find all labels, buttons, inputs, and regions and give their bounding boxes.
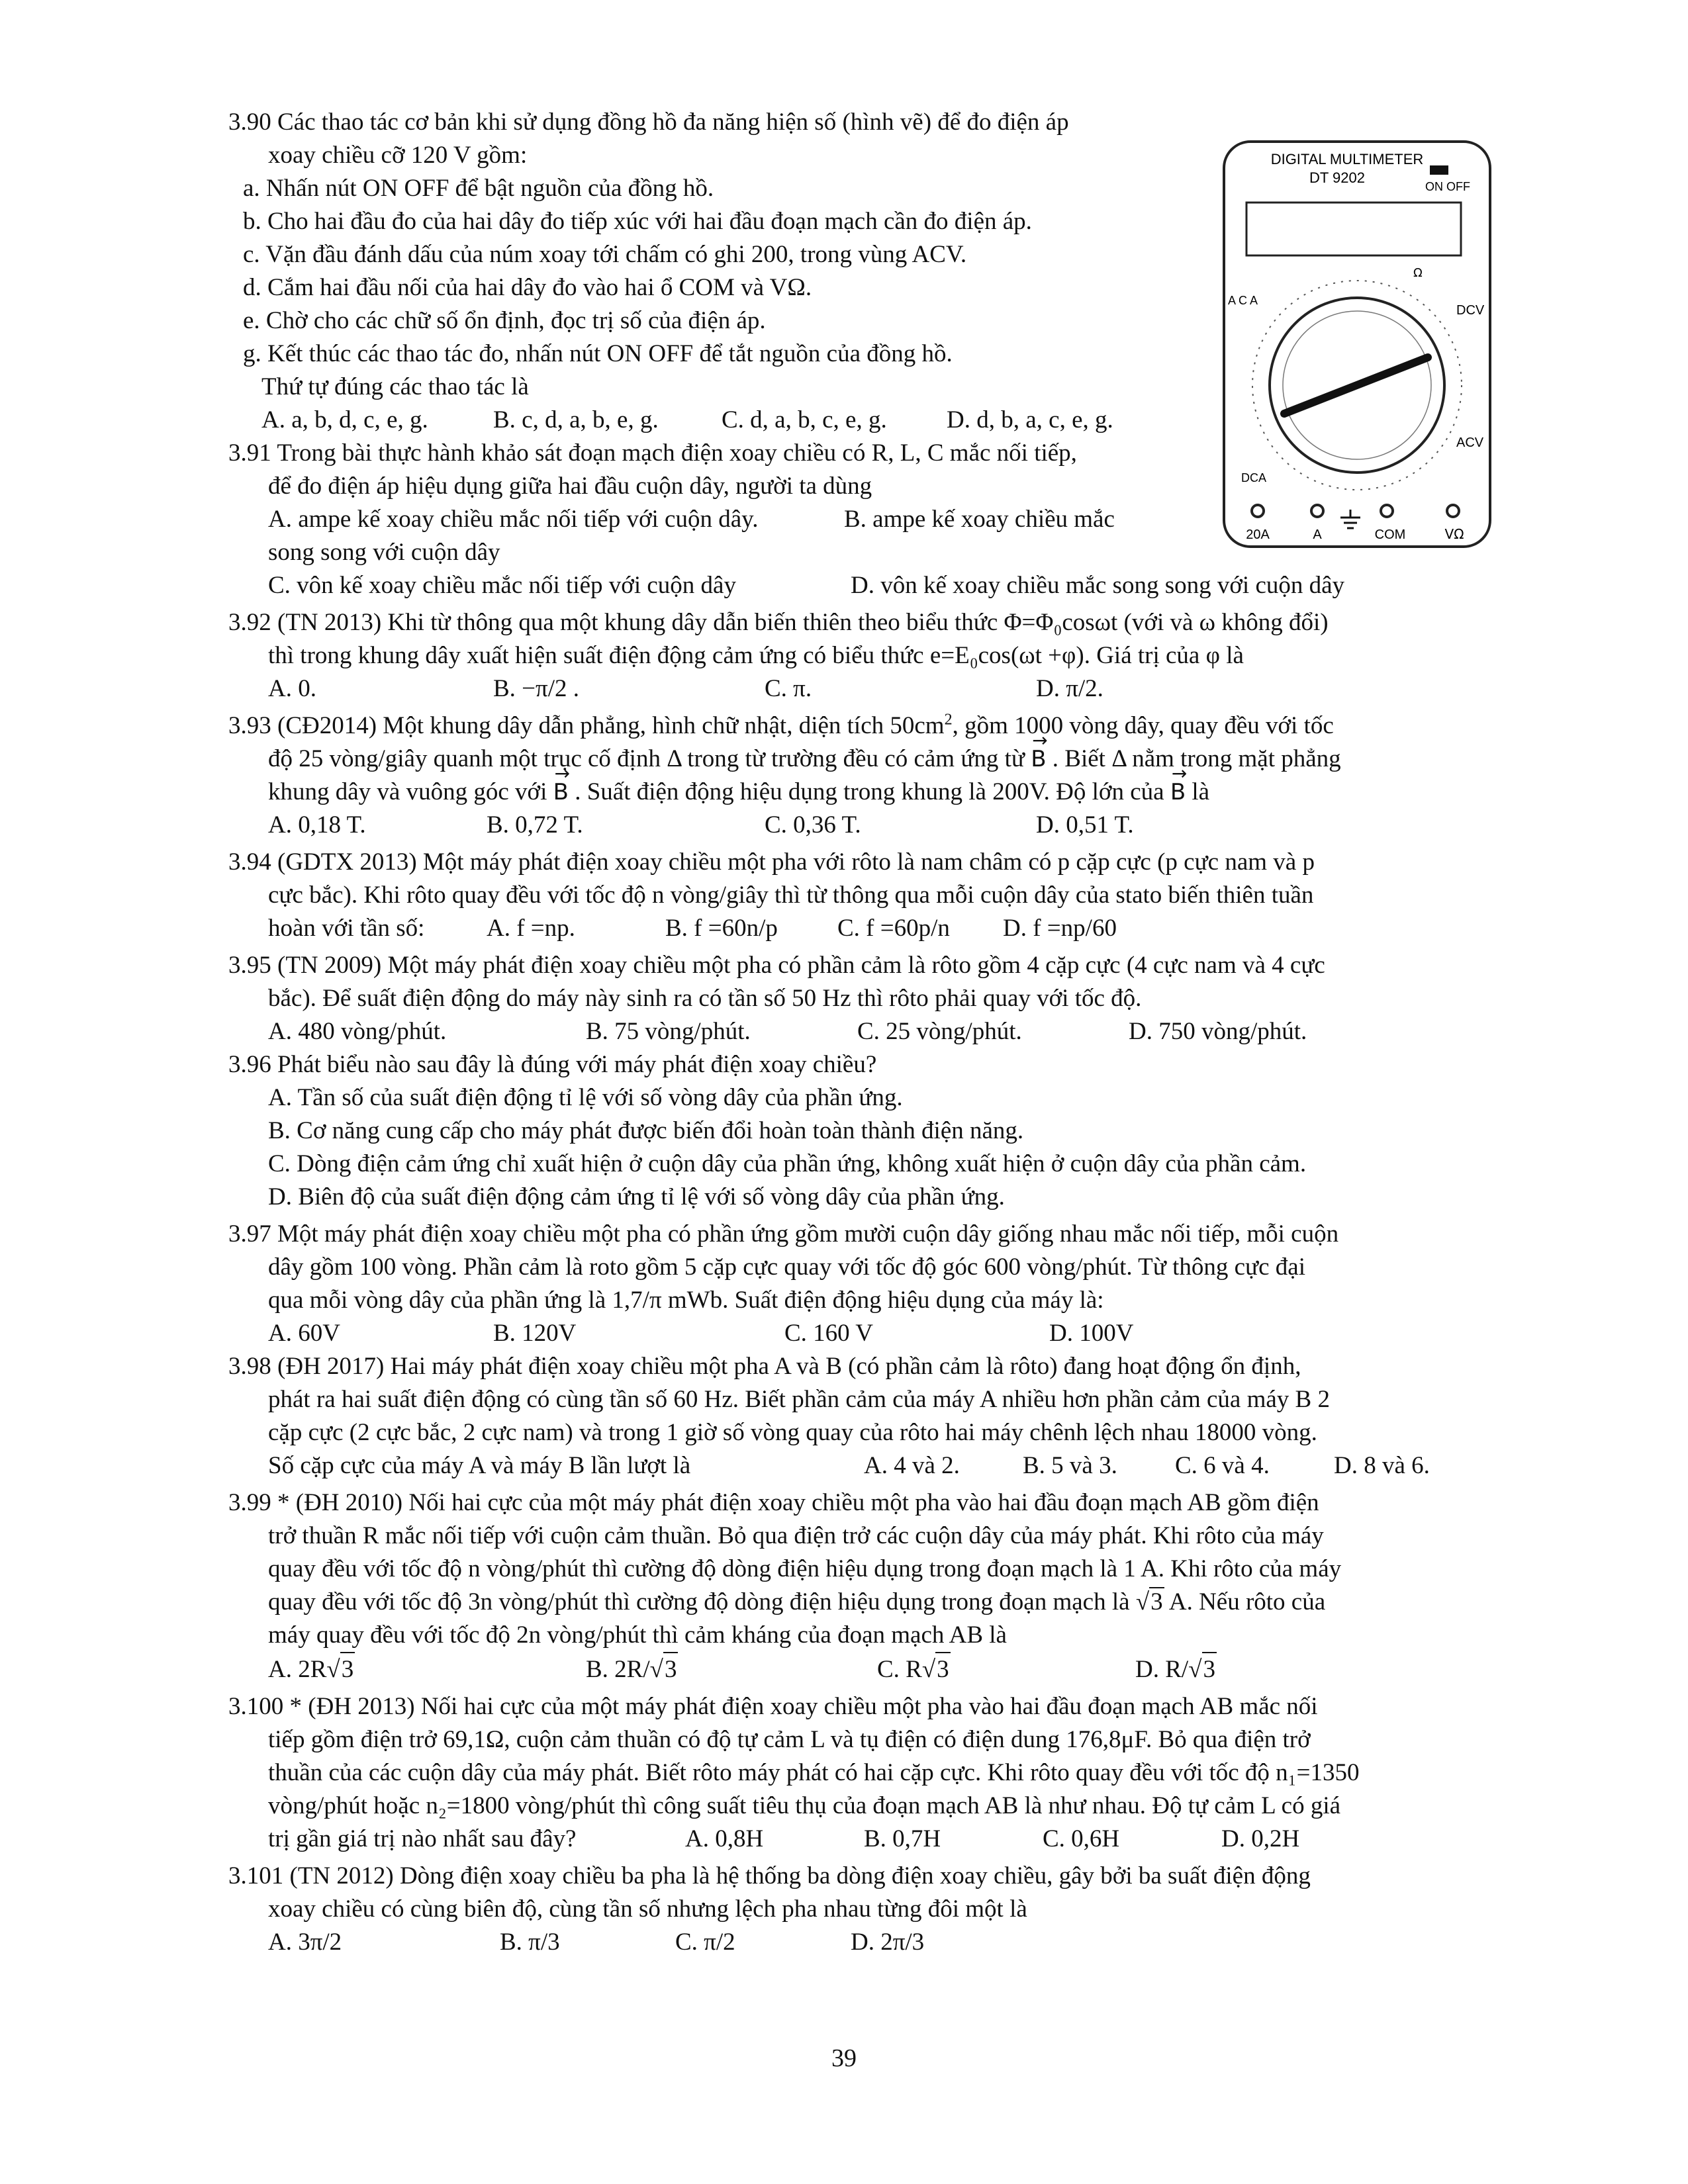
q398-option-d: D. 8 và 6.	[1334, 1452, 1430, 1479]
q3101-stem-line1: 3.101 (TN 2012) Dòng điện xoay chiều ba pha là hệ thống ba dòng điện xoay chiều, gây bởi ba suất điện động	[228, 1862, 1311, 1889]
q3100-option-a: A. 0,8H	[685, 1825, 764, 1852]
question-3-95	[228, 949, 1486, 1048]
jack-vohm-label: VΩ	[1444, 526, 1464, 542]
q3100-stem-line1: 3.100 * (ĐH 2013) Nối hai cực của một máy phát điện xoay chiều một pha vào hai đầu đoạn mạch AB mắc nối	[228, 1693, 1318, 1720]
q3101-options	[228, 1926, 1486, 1959]
q398-stem-line3: cặp cực (2 cực bắc, 2 cực nam) và trong 1 giờ số vòng quay của rôto hai máy chênh lệch nhau 18000 vòng.	[268, 1419, 1317, 1446]
q399-stem-line3: quay đều với tốc độ n vòng/phút thì cường độ dòng điện hiệu dụng trong đoạn mạch là 1 A. Khi rôto của máy	[268, 1555, 1342, 1582]
q3100-line5-options	[228, 1823, 1486, 1856]
q398-option-b: B. 5 và 3.	[1023, 1452, 1117, 1479]
sqrt-sign: √	[921, 1656, 936, 1683]
q396-option-b: B. Cơ năng cung cấp cho máy phát được biến đổi hoàn toàn thành điện năng.	[268, 1117, 1024, 1144]
q399-option-c	[877, 1652, 1135, 1686]
meter-display	[1246, 203, 1461, 255]
question-3-99	[228, 1486, 1486, 1686]
q390-option-d: D. d, b, a, c, e, g.	[947, 406, 1113, 433]
q3101-option-c: C. π/2	[675, 1929, 735, 1956]
question-3-98	[228, 1350, 1486, 1482]
q390-option-b: B. c, d, a, b, e, g.	[493, 406, 659, 433]
q394-stem-line2: cực bắc). Khi rôto quay đều với tốc độ n vòng/giây thì từ thông qua mỗi cuộn dây của stato biến thiên tuần	[268, 882, 1314, 909]
q396-option-d: D. Biên độ của suất điện động cảm ứng tỉ lệ với số vòng dây của phần ứng.	[268, 1183, 1005, 1210]
q3101-option-d: D. 2π/3	[851, 1929, 925, 1956]
q396-stem: 3.96 Phát biểu nào sau đây là đúng với máy phát điện xoay chiều?	[228, 1051, 877, 1078]
q395-option-a: A. 480 vòng/phút.	[268, 1018, 447, 1045]
q397-option-d: D. 100V	[1049, 1320, 1134, 1347]
q390-step-b: b. Cho hai đầu đo của hai dây đo tiếp xúc với hai đầu đoạn mạch cần đo điện áp.	[243, 208, 1032, 235]
q396-option-c: C. Dòng điện cảm ứng chỉ xuất hiện ở cuộn dây của phần ứng, không xuất hiện ở cuộn dây của phần cảm.	[268, 1150, 1307, 1177]
q397-stem-line3: qua mỗi vòng dây của phần ứng là 1,7/π mWb. Suất điện động hiệu dụng của máy là:	[268, 1287, 1104, 1314]
q396-option-a: A. Tần số của suất điện động tỉ lệ với số vòng dây của phần ứng.	[268, 1084, 903, 1111]
q392-stem-line1: 3.92 (TN 2013) Khi từ thông qua một khung dây dẫn biến thiên theo biểu thức Φ=Φ₀cosωt (với và ω không đổi)	[228, 609, 1329, 636]
q394-option-d: D. f =np/60	[1003, 915, 1117, 942]
q390-step-c: c. Vặn đầu đánh dấu của núm xoay tới chấm có ghi 200, trong vùng ACV.	[243, 241, 967, 268]
q390-step-e: e. Chờ cho các chữ số ổn định, đọc trị số của điện áp.	[243, 307, 766, 334]
q395-option-d: D. 750 vòng/phút.	[1129, 1018, 1307, 1045]
q3100-stem-line2: tiếp gồm điện trở 69,1Ω, cuộn cảm thuần có độ tự cảm L và tụ điện có điện dung 176,8μF. Bỏ qua điện trở	[268, 1726, 1311, 1753]
q390-step-g: g. Kết thúc các thao tác đo, nhấn nút ON OFF để tắt nguồn của đồng hồ.	[243, 340, 953, 367]
vector-b-symbol: → B	[1031, 743, 1046, 776]
q391-option-c: C. vôn kế xoay chiều mắc nối tiếp với cuộn dây	[268, 572, 736, 599]
q394-line3-options	[228, 912, 1486, 945]
jack-a-label: A	[1313, 527, 1322, 542]
q392-options	[228, 672, 1486, 705]
sqrt-arg: 3	[935, 1652, 951, 1686]
power-label: ON OFF	[1425, 180, 1470, 193]
q392-stem-line2: thì trong khung dây xuất hiện suất điện động cảm ứng có biểu thức e=E₀cos(ωt +φ). Giá trị của φ là	[268, 642, 1244, 669]
power-switch-icon[interactable]	[1430, 165, 1448, 175]
question-3-97	[228, 1218, 1486, 1350]
jack-20a-icon[interactable]	[1252, 505, 1264, 517]
q394-stem-line1: 3.94 (GDTX 2013) Một máy phát điện xoay chiều một pha với rôto là nam châm có p cặp cực (p cực nam và p	[228, 848, 1315, 876]
sqrt-arg: 3	[1150, 1588, 1163, 1615]
q392-option-d: D. π/2.	[1036, 675, 1103, 702]
q394-option-c: C. f =60p/n	[837, 915, 950, 942]
q393-s2b: . Biết Δ nằm trong mặt phẳng	[1052, 745, 1341, 772]
q393-stem-line3	[228, 776, 1486, 809]
q393-s3a: khung dây và vuông góc với	[268, 778, 547, 805]
question-3-92	[228, 606, 1486, 705]
q395-stem-line2: bắc). Để suất điện động do máy này sinh ra có tần số 50 Hz thì rôto phải quay với tốc độ.	[268, 985, 1142, 1012]
q393-option-a: A. 0,18 T.	[268, 811, 366, 839]
q399-option-d	[1135, 1652, 1217, 1686]
q392-option-b: B. −π/2 .	[493, 675, 580, 702]
q393-option-b: B. 0,72 T.	[487, 811, 583, 839]
vector-b-symbol: → B	[553, 776, 569, 809]
dcv-label: DCV	[1456, 303, 1485, 318]
q393-option-d: D. 0,51 T.	[1036, 811, 1134, 839]
q394-stem-line3: hoàn với tần số:	[268, 915, 425, 942]
q395-options	[228, 1015, 1486, 1048]
q398-line4-options	[228, 1449, 1486, 1482]
q393-option-c: C. 0,36 T.	[765, 811, 861, 839]
sqrt-arg: 3	[340, 1652, 355, 1686]
question-3-94	[228, 846, 1486, 945]
q391-option-d: D. vôn kế xoay chiều mắc song song với cuộn dây	[851, 572, 1345, 599]
vector-b-symbol: → B	[1170, 776, 1186, 809]
aca-label: A C A	[1228, 294, 1258, 307]
q392-option-c: C. π.	[765, 675, 812, 702]
q398-stem-line2: phát ra hai suất điện động có cùng tần số 60 Hz. Biết phần cảm của máy A nhiều hơn phần cảm của máy B 2	[268, 1386, 1330, 1413]
q397-option-a: A. 60V	[268, 1320, 340, 1347]
q3100-option-c: C. 0,6H	[1043, 1825, 1120, 1852]
q3100-stem-line5: trị gần giá trị nào nhất sau đây?	[268, 1825, 577, 1852]
q398-stem-line1: 3.98 (ĐH 2017) Hai máy phát điện xoay chiều một pha A và B (có phần cảm là rôto) đang hoạt động ổn định,	[228, 1353, 1301, 1380]
dca-label: DCA	[1241, 471, 1267, 484]
q394-option-b: B. f =60n/p	[665, 915, 778, 942]
jack-com-label: COM	[1374, 527, 1406, 542]
q3100-option-d: D. 0,2H	[1221, 1825, 1300, 1852]
q399-stem-line1: 3.99 * (ĐH 2010) Nối hai cực của một máy phát điện xoay chiều một pha vào hai đầu đoạn mạch AB gồm điện	[228, 1489, 1319, 1516]
q397-options	[228, 1317, 1486, 1350]
question-3-101	[228, 1860, 1486, 1959]
q393-stem-line1	[228, 709, 1486, 743]
q395-option-c: C. 25 vòng/phút.	[857, 1018, 1022, 1045]
q399-s4a: quay đều với tốc độ 3n vòng/phút thì cường độ dòng điện hiệu dụng trong đoạn mạch là	[268, 1588, 1130, 1615]
q393-s1-sup: 2	[944, 711, 953, 729]
q391-option-a: A. ampe kế xoay chiều mắc nối tiếp với cuộn dây.	[268, 506, 759, 533]
q390-prompt: Thứ tự đúng các thao tác là	[261, 373, 529, 400]
jack-vohm-icon[interactable]	[1447, 505, 1459, 517]
jack-com-icon[interactable]	[1381, 505, 1393, 517]
q395-option-b: B. 75 vòng/phút.	[586, 1018, 751, 1045]
q397-stem-line2: dây gồm 100 vòng. Phần cảm là roto gồm 5 cặp cực quay với tốc độ góc 600 vòng/phút. Từ thông cực đại	[268, 1253, 1305, 1281]
q393-stem-line2	[228, 743, 1486, 776]
q393-s2a: độ 25 vòng/giây quanh một trục cố định Δ trong từ trường đều có cảm ứng từ	[268, 745, 1025, 772]
q390-step-a: a. Nhấn nút ON OFF để bật nguồn của đồng hồ.	[243, 175, 714, 202]
q394-option-a: A. f =np.	[487, 915, 575, 942]
q398-option-a: A. 4 và 2.	[864, 1452, 960, 1479]
q399-option-d-text: D. R/	[1135, 1656, 1189, 1683]
q392-option-a: A. 0.	[268, 675, 316, 702]
sqrt-sign: √	[326, 1656, 340, 1683]
meter-title: DIGITAL MULTIMETER	[1270, 151, 1424, 167]
q393-s3b: . Suất điện động hiệu dụng trong khung là 200V. Độ lớn của	[575, 778, 1164, 805]
q399-option-c-text: C. R	[877, 1656, 922, 1683]
q395-stem-line1: 3.95 (TN 2009) Một máy phát điện xoay chiều một pha có phần cảm là rôto gồm 4 cặp cực (4 cực nam và 4 cực	[228, 952, 1325, 979]
q393-s1a: 3.93 (CĐ2014) Một khung dây dẫn phẳng, hình chữ nhật, diện tích 50cm	[228, 712, 945, 739]
sqrt-sign: √	[1135, 1588, 1150, 1615]
sqrt-sign: √	[1188, 1656, 1202, 1683]
q390-stem-line1: 3.90 Các thao tác cơ bản khi sử dụng đồng hồ đa năng hiện số (hình vẽ) để đo điện áp	[228, 109, 1069, 136]
q3101-option-a: A. 3π/2	[268, 1929, 342, 1956]
question-3-93	[228, 709, 1486, 842]
q3101-stem-line2: xoay chiều có cùng biên độ, cùng tần số nhưng lệch pha nhau từng đôi một là	[268, 1895, 1027, 1923]
q399-option-a	[268, 1652, 586, 1686]
question-3-100	[228, 1690, 1486, 1856]
q3100-stem-line3: thuần của các cuộn dây của máy phát. Biết rôto máy phát có hai cặp cực. Khi rôto quay đều với tốc độ n₁=1350	[268, 1759, 1360, 1786]
q391-options-cd	[228, 569, 1486, 602]
digital-multimeter-figure	[1221, 139, 1493, 549]
q390-option-a: A. a, b, d, c, e, g.	[261, 406, 428, 433]
ohm-label: Ω	[1413, 266, 1423, 280]
meter-model: DT 9202	[1309, 169, 1365, 186]
q397-option-c: C. 160 V	[784, 1320, 873, 1347]
q398-option-c: C. 6 và 4.	[1175, 1452, 1270, 1479]
q390-option-c: C. d, a, b, c, e, g.	[722, 406, 887, 433]
q399-stem-line4	[228, 1586, 1486, 1619]
acv-label: ACV	[1456, 435, 1484, 450]
page-number: 39	[831, 2044, 857, 2072]
q399-options	[228, 1652, 1486, 1686]
jack-20a-label: 20A	[1246, 527, 1270, 542]
q391-stem-line1: 3.91 Trong bài thực hành khảo sát đoạn mạch điện xoay chiều có R, L, C mắc nối tiếp,	[228, 439, 1077, 467]
sqrt-arg: 3	[663, 1652, 679, 1686]
q391-option-b-cont: song song với cuộn dây	[268, 539, 500, 566]
q393-s1b: , gồm 1000 vòng dây, quay đều với tốc	[952, 712, 1334, 739]
q393-options	[228, 809, 1486, 842]
q3101-option-b: B. π/3	[500, 1929, 560, 1956]
q393-s3c: là	[1192, 778, 1210, 805]
sqrt-sign: √	[649, 1656, 663, 1683]
q390-step-d: d. Cắm hai đầu nối của hai dây đo vào hai ổ COM và VΩ.	[243, 274, 812, 301]
jack-a-icon[interactable]	[1311, 505, 1323, 517]
sqrt-arg: 3	[1202, 1652, 1217, 1686]
q399-stem-line2: trở thuần R mắc nối tiếp với cuộn cảm thuần. Bỏ qua điện trở các cuộn dây của máy phát. Khi rôto của máy	[268, 1522, 1324, 1549]
q399-option-b	[586, 1652, 877, 1686]
q3100-stem-line4: vòng/phút hoặc n₂=1800 vòng/phút thì công suất tiêu thụ của đoạn mạch AB là như nhau. Độ tự cảm L có giá	[268, 1792, 1341, 1819]
q397-option-b: B. 120V	[493, 1320, 577, 1347]
q398-stem-line4: Số cặp cực của máy A và máy B lần lượt là	[268, 1452, 691, 1479]
q399-option-a-text: A. 2R	[268, 1656, 327, 1683]
q399-option-b-text: B. 2R/	[586, 1656, 650, 1683]
q397-stem-line1: 3.97 Một máy phát điện xoay chiều một pha có phần ứng gồm mười cuộn dây giống nhau mắc nối tiếp, mỗi cuộn	[228, 1220, 1339, 1248]
q391-stem-line2: để đo điện áp hiệu dụng giữa hai đầu cuộn dây, người ta dùng	[268, 473, 872, 500]
q391-option-b: B. ampe kế xoay chiều mắc	[844, 506, 1115, 533]
q390-stem-line2: xoay chiều cỡ 120 V gồm:	[268, 142, 528, 169]
q399-stem-line5: máy quay đều với tốc độ 2n vòng/phút thì cảm kháng của đoạn mạch AB là	[268, 1621, 1007, 1649]
q3100-option-b: B. 0,7H	[864, 1825, 941, 1852]
question-3-96	[228, 1048, 1486, 1214]
q399-s4b: A. Nếu rôto của	[1168, 1588, 1326, 1615]
